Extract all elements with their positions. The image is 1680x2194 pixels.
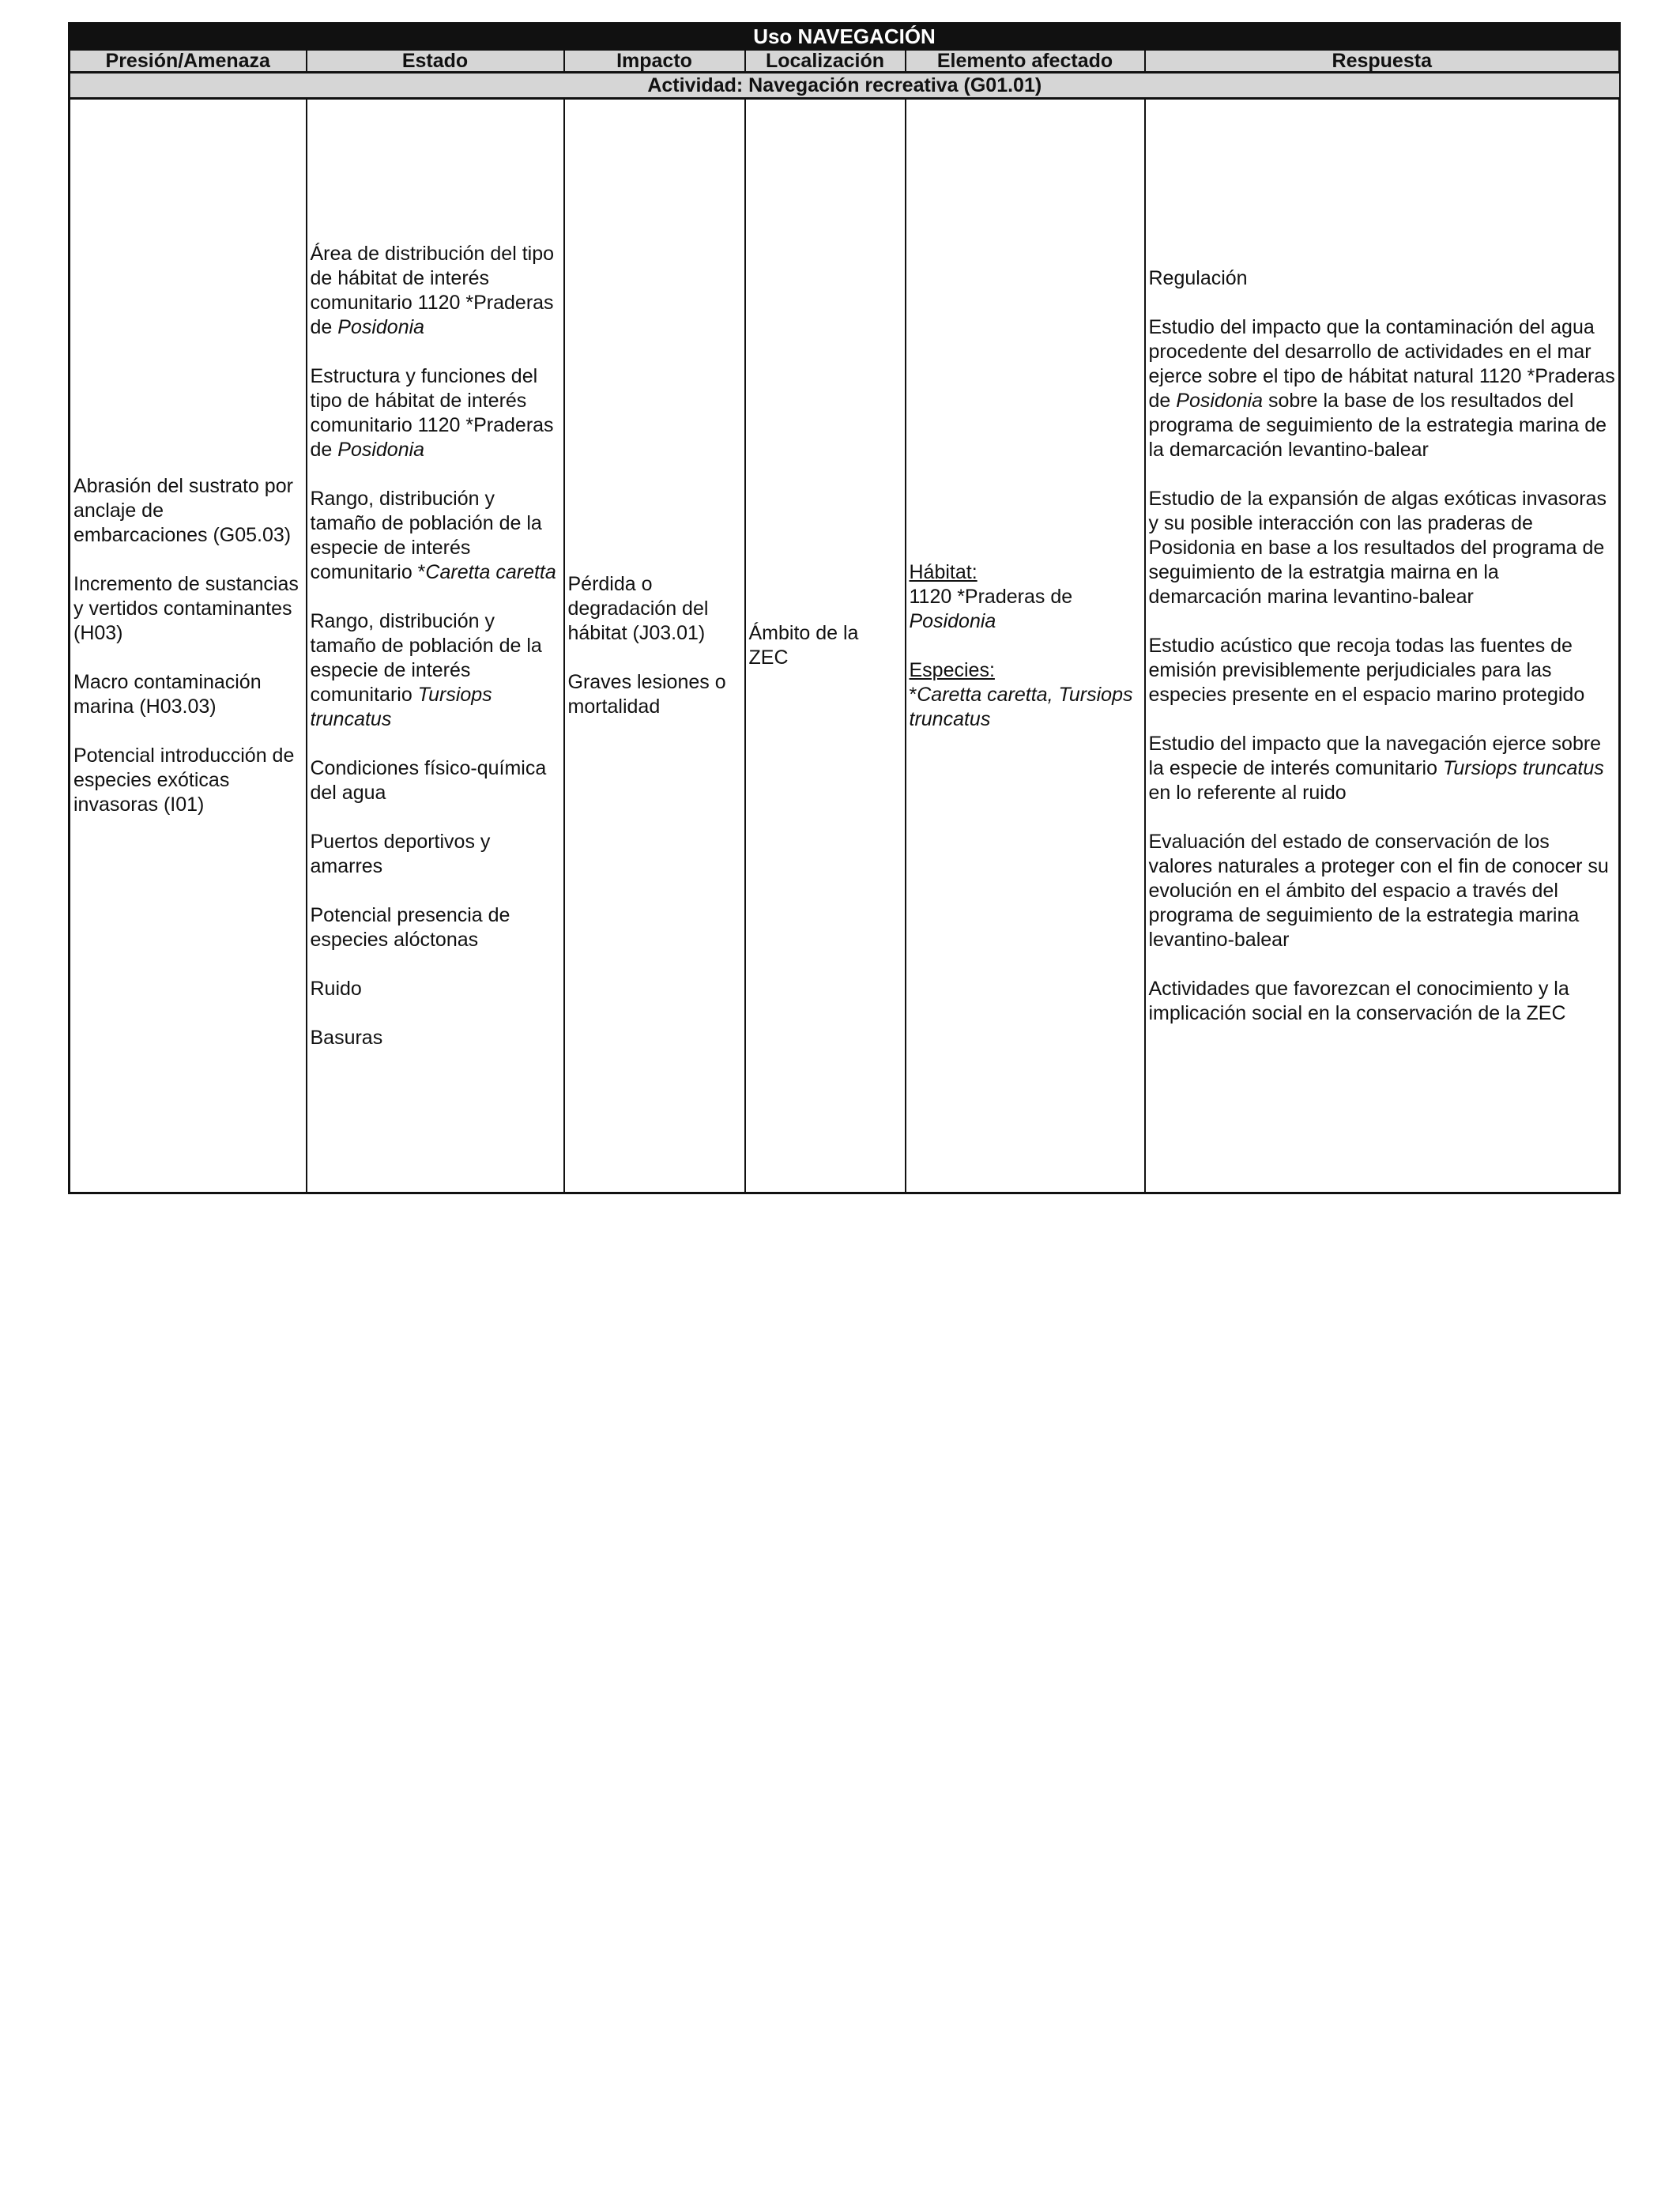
habitat-label: Hábitat:: [909, 560, 977, 583]
impacto-item: Pérdida o degradación del hábitat (J03.01): [567, 573, 709, 644]
header-presion: Presión/Amenaza: [70, 50, 307, 73]
activity-label: Actividad: Navegación recreativa (G01.01): [70, 73, 1620, 99]
estado-item: Puertos deportivos y amarres: [310, 830, 491, 877]
estado-item: Ruido: [310, 977, 362, 1000]
elemento-habitat: [910, 560, 1141, 634]
estado-item: [311, 609, 560, 732]
estado-text: Rango, distribución y tamaño de población de la especie de interés comunitario *: [310, 487, 542, 583]
table-title: Uso NAVEGACIÓN: [70, 24, 1620, 50]
respuesta-text: en lo referente al ruido: [1148, 781, 1347, 804]
localizacion-text: Ámbito de la ZEC: [748, 622, 859, 669]
estado-text: Rango, distribución y tamaño de población de la especie de interés comunitario: [310, 609, 542, 706]
header-elemento-afectado: Elemento afectado: [906, 50, 1145, 73]
respuesta-text: sobre la base de los resultados del programa de seguimiento de la estrategia marina de la demarcación levantino-balear: [1148, 389, 1607, 461]
habitat-text: 1120 *Praderas de: [909, 585, 1073, 608]
header-localizacion: Localización: [745, 50, 906, 73]
estado-italic: Posidonia: [337, 315, 425, 338]
cell-localizacion: [745, 99, 906, 1193]
respuesta-item: Estudio de la expansión de algas exóticas invasoras y su posible interacción con las praderas de Posidonia en base a los resultados del programa de seguimiento de la estratgia mairna en la demarcación marina levantino-balear: [1148, 487, 1607, 608]
respuesta-text: Estudio del impacto que la navegación ejerce sobre la especie de interés comunitario: [1148, 732, 1602, 779]
estado-item: [311, 487, 560, 585]
especies-label: Especies:: [909, 658, 995, 681]
respuesta-text: Estudio del impacto que la contaminación del agua procedente del desarrollo de actividades en el mar ejerce sobre el tipo de hábitat natural 1120 *Praderas de: [1148, 315, 1615, 412]
estado-italic: Caretta caretta: [425, 560, 556, 583]
respuesta-italic: Posidonia: [1176, 389, 1264, 412]
respuesta-item: Estudio acústico que recoja todas las fuentes de emisión previsiblemente perjudiciales para las especies presente en el espacio marino protegido: [1148, 634, 1585, 706]
navegacion-table: [68, 22, 1621, 1194]
cell-elemento-afectado: [906, 99, 1145, 1193]
especies-star: *: [909, 683, 917, 706]
respuesta-item: Actividades que favorezcan el conocimiento y la implicación social en la conservación de la ZEC: [1148, 977, 1569, 1024]
estado-item: Potencial presencia de especies alóctonas: [310, 903, 510, 951]
estado-text: Área de distribución del tipo de hábitat de interés comunitario 1120 *Praderas de: [310, 242, 555, 338]
estado-text: Estructura y funciones del tipo de hábitat de interés comunitario 1120 *Praderas de: [310, 364, 554, 461]
presion-item: Abrasión del sustrato por anclaje de embarcaciones (G05.03): [73, 475, 293, 546]
cell-respuesta: [1145, 99, 1620, 1193]
cell-presion: [70, 99, 307, 1193]
respuesta-item: Regulación: [1148, 266, 1248, 289]
estado-item: Basuras: [310, 1026, 383, 1049]
cell-impacto: [564, 99, 745, 1193]
navegacion-table-container: [68, 22, 1618, 1194]
cell-estado: [307, 99, 564, 1193]
estado-item: [311, 364, 560, 462]
habitat-italic: Posidonia: [909, 609, 996, 632]
especies-italic: Caretta caretta, Tursiops truncatus: [909, 683, 1133, 730]
impacto-item: Graves lesiones o mortalidad: [567, 671, 726, 718]
presion-item: Potencial introducción de especies exóticas invasoras (I01): [73, 745, 295, 816]
header-respuesta: Respuesta: [1145, 50, 1620, 73]
respuesta-item: [1149, 315, 1616, 462]
estado-italic: Tursiops truncatus: [310, 683, 492, 730]
elemento-especies: [910, 658, 1141, 732]
estado-item: [311, 242, 560, 340]
estado-item: Condiciones físico-química del agua: [310, 756, 547, 804]
presion-item: Macro contaminación marina (H03.03): [73, 671, 262, 718]
respuesta-item: Evaluación del estado de conservación de los valores naturales a proteger con el fin de conocer su evolución en el ámbito del espacio a través del programa de seguimiento de la estrategia marina levantino-balear: [1148, 830, 1609, 951]
header-impacto: Impacto: [564, 50, 745, 73]
presion-item: Incremento de sustancias y vertidos contaminantes (H03): [73, 573, 299, 644]
header-estado: Estado: [307, 50, 564, 73]
respuesta-italic: Tursiops truncatus: [1442, 756, 1604, 779]
estado-italic: Posidonia: [337, 438, 425, 461]
respuesta-item: [1149, 732, 1616, 805]
